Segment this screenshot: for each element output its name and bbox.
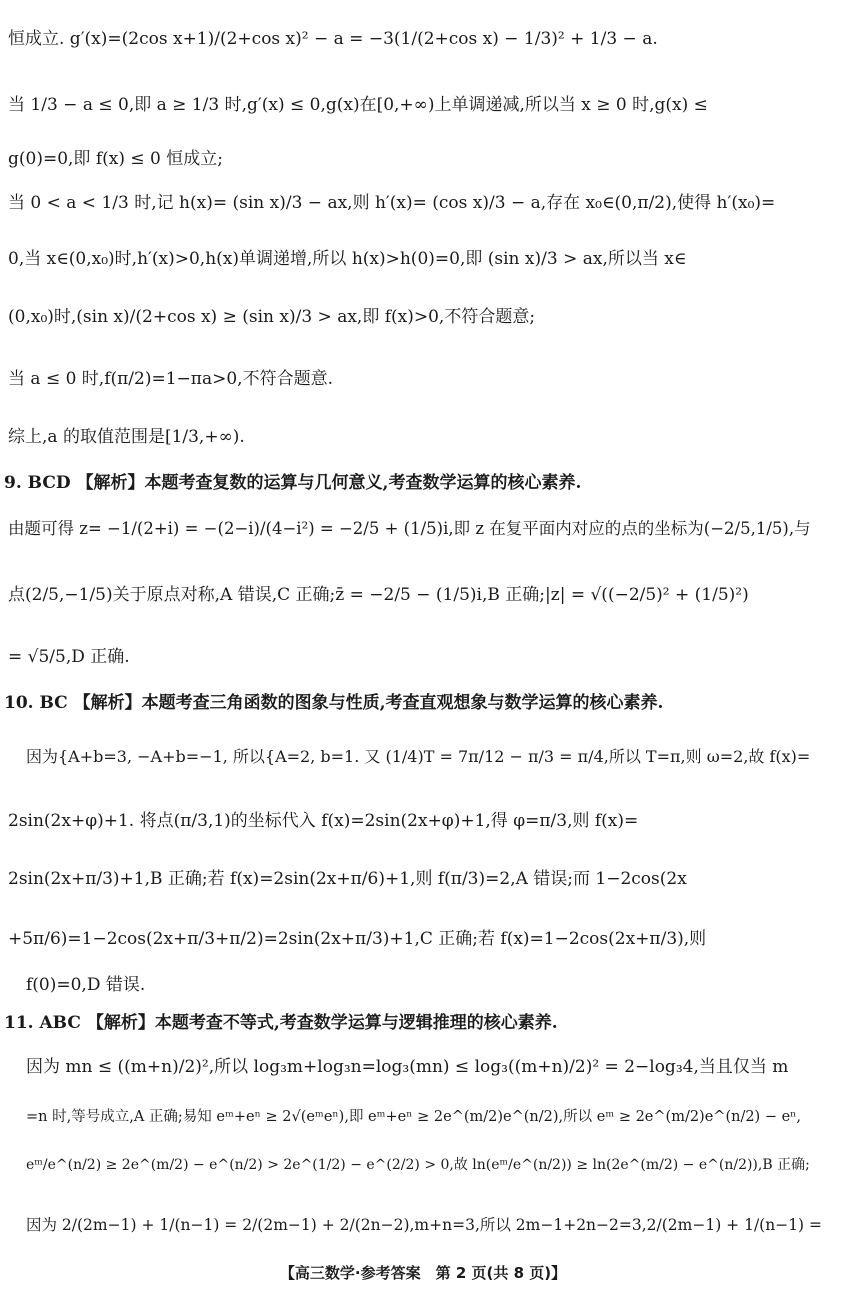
text-line: (0,x₀)时,(sin x)/(2+cos x) ≥ (sin x)/3 > ax,即 f(x)>0,不符合题意;: [8, 307, 536, 327]
text-line: eᵐ/e^(n/2) ≥ 2e^(m/2) − e^(n/2) > 2e^(1/2) − e^(2/2) > 0,故 ln(eᵐ/e^(n/2)) ≥ ln(2e^(m/2) − e^(n/2)),B 正确;: [26, 1157, 810, 1173]
text-line: = √5/5,D 正确.: [8, 647, 130, 667]
text-line: 当 a ≤ 0 时,f(π/2)=1−πa>0,不符合题意.: [8, 369, 333, 389]
text-line: g(0)=0,即 f(x) ≤ 0 恒成立;: [8, 149, 223, 169]
question-9-heading: 9. BCD 【解析】本题考查复数的运算与几何意义,考查数学运算的核心素养.: [4, 473, 582, 493]
text-line: 0,当 x∈(0,x₀)时,h′(x)>0,h(x)单调递增,所以 h(x)>h(0)=0,即 (sin x)/3 > ax,所以当 x∈: [8, 249, 687, 269]
text-line: 当 0 < a < 1/3 时,记 h(x)= (sin x)/3 − ax,则 h′(x)= (cos x)/3 − a,存在 x₀∈(0,π/2),使得 h′(x₀)=: [8, 193, 776, 213]
question-11-heading: 11. ABC 【解析】本题考查不等式,考查数学运算与逻辑推理的核心素养.: [4, 1013, 558, 1033]
text-line: 2sin(2x+π/3)+1,B 正确;若 f(x)=2sin(2x+π/6)+1,则 f(π/3)=2,A 错误;而 1−2cos(2x: [8, 869, 687, 889]
text-line: 因为 2/(2m−1) + 1/(n−1) = 2/(2m−1) + 2/(2n−2),m+n=3,所以 2m−1+2n−2=3,2/(2m−1) + 1/(n−1) =: [26, 1216, 823, 1234]
text-line: 2sin(2x+φ)+1. 将点(π/3,1)的坐标代入 f(x)=2sin(2x+φ)+1,得 φ=π/3,则 f(x)=: [8, 811, 639, 831]
text-line: 恒成立. g′(x)=(2cos x+1)/(2+cos x)² − a = −3(1/(2+cos x) − 1/3)² + 1/3 − a.: [8, 29, 658, 49]
text-line: 因为{A+b=3, −A+b=−1, 所以{A=2, b=1. 又 (1/4)T = 7π/12 − π/3 = π/4,所以 T=π,则 ω=2,故 f(x)=: [26, 747, 811, 766]
text-line: 点(2/5,−1/5)关于原点对称,A 错误,C 正确;z̄ = −2/5 − (1/5)i,B 正确;|z| = √((−2/5)² + (1/5)²): [8, 585, 749, 605]
text-line: f(0)=0,D 错误.: [26, 975, 146, 995]
text-line: 当 1/3 − a ≤ 0,即 a ≥ 1/3 时,g′(x) ≤ 0,g(x)在[0,+∞)上单调递减,所以当 x ≥ 0 时,g(x) ≤: [8, 95, 708, 115]
text-line: 综上,a 的取值范围是[1/3,+∞).: [8, 427, 245, 447]
question-10-heading: 10. BC 【解析】本题考查三角函数的图象与性质,考查直观想象与数学运算的核心素养.: [4, 693, 664, 713]
text-line: =n 时,等号成立,A 正确;易知 eᵐ+eⁿ ≥ 2√(eᵐeⁿ),即 eᵐ+eⁿ ≥ 2e^(m/2)e^(n/2),所以 eᵐ ≥ 2e^(m/2)e^(n/2) − eⁿ,: [26, 1109, 802, 1125]
text-line: 因为 mn ≤ ((m+n)/2)²,所以 log₃m+log₃n=log₃(mn) ≤ log₃((m+n)/2)² = 2−log₃4,当且仅当 m: [26, 1057, 789, 1077]
page-footer: 【高三数学·参考答案 第 2 页(共 8 页)】: [279, 1264, 567, 1282]
text-line: +5π/6)=1−2cos(2x+π/3+π/2)=2sin(2x+π/3)+1,C 正确;若 f(x)=1−2cos(2x+π/3),则: [8, 929, 707, 949]
text-line: 由题可得 z= −1/(2+i) = −(2−i)/(4−i²) = −2/5 + (1/5)i,即 z 在复平面内对应的点的坐标为(−2/5,1/5),与: [8, 519, 811, 538]
